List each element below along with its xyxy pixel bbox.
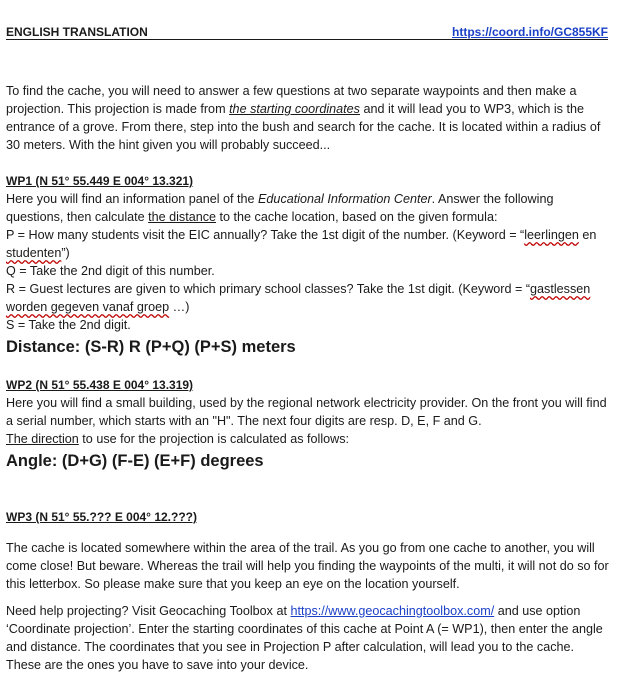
wp2-direction: The direction to use for the projection is calculated as follows:	[6, 432, 350, 446]
wp2-section	[6, 376, 612, 472]
wp1-question-s: S = Take the 2nd digit.	[6, 318, 131, 332]
document-header	[6, 22, 608, 40]
wp3-paragraph-1: The cache is located somewhere within the area of the trail. As you go from one cache to another, you will come close! But beware. Whereas the trail will help you finding the waypoints of the multi, it will not do so for this letterbox. So please make sure that you keep an eye on the location yourself.	[6, 541, 609, 591]
wp3-section	[6, 508, 612, 674]
wp1-question-r: R = Guest lectures are given to which primary school classes? Take the 1st digit. (Keyword = “gastlessen worden gegeven vanaf groep …)	[6, 282, 591, 314]
wp1-description: Here you will find an information panel of the Educational Information Center. Answer the following questions, then calculate the distance to the cache location, based on the given formula:	[6, 192, 554, 224]
wp2-description: Here you will find a small building, used by the regional network electricity provider. On the front you will find a serial number, which starts with an "H". The next four digits are resp. D, E, F and G.	[6, 396, 607, 428]
wp1-question-p: P = How many students visit the EIC annually? Take the 1st digit of the number. (Keyword = “leerlingen en studenten”)	[6, 228, 597, 260]
cache-link[interactable]: https://coord.info/GC855KF	[452, 25, 608, 39]
intro-paragraph: To find the cache, you will need to answer a few questions at two separate waypoints and then make a projection. This projection is made from the starting coordinates and it will lead you to WP3, which is the entrance of a grove. From there, step into the bush and search for the cache. It is located within a radius of 30 meters. With the hint given you will probably succeed...	[6, 84, 601, 152]
distance-formula: Distance: (S-R) R (P+Q) (P+S) meters	[6, 338, 296, 356]
wp3-paragraph-2: Need help projecting? Visit Geocaching Toolbox at https://www.geocachingtoolbox.com/ and use option ‘Coordinate projection’. Enter the starting coordinates of this cache at Point A (= WP1), then enter the angle and distance. The coordinates that you see in Projection P after calculation, will lead you to the cache. These are the ones you have to save into your device.	[6, 604, 603, 672]
intro-section	[6, 82, 612, 154]
starting-coordinates-emphasis: the starting coordinates	[229, 102, 360, 116]
wp2-heading: WP2 (N 51° 55.438 E 004° 13.319)	[6, 378, 194, 392]
wp1-section	[6, 172, 612, 358]
wp1-heading: WP1 (N 51° 55.449 E 004° 13.321)	[6, 174, 194, 188]
angle-formula: Angle: (D+G) (F-E) (E+F) degrees	[6, 452, 264, 470]
document-title: ENGLISH TRANSLATION	[6, 25, 148, 39]
wp1-question-q: Q = Take the 2nd digit of this number.	[6, 264, 215, 278]
geocaching-toolbox-link[interactable]: https://www.geocachingtoolbox.com/	[290, 604, 495, 618]
wp3-heading: WP3 (N 51° 55.??? E 004° 12.???)	[6, 510, 197, 524]
